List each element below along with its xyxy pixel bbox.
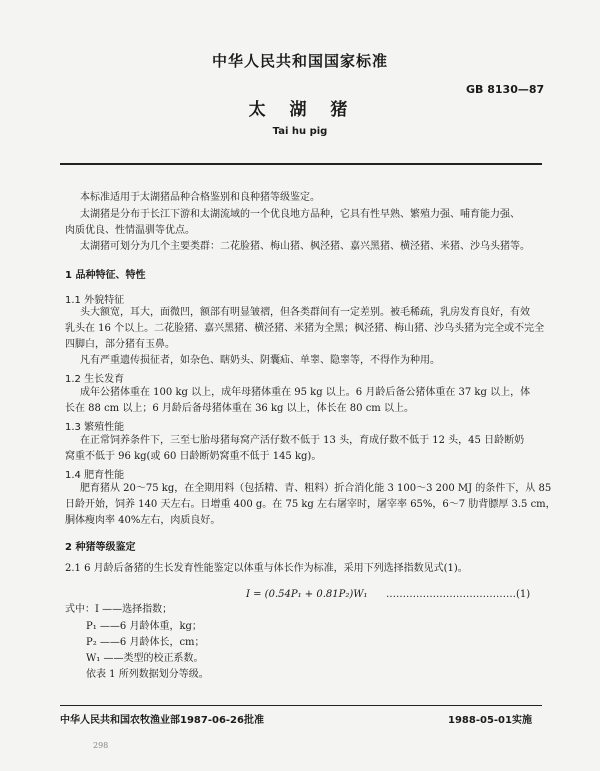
intro-line-3: 肉质优良、性情温驯等优点。: [65, 225, 195, 236]
section-2-1-text: 2.1 6 月龄后备猪的生长发育性能鉴定以体重与体长作为标准，采用下列选择指数见式(1)。: [65, 563, 468, 574]
s11-line-2: 乳头在 16 个以上。二花脸猪、嘉兴黑猪、横泾猪、米猪为全黑；枫泾猪、梅山猪、沙乌头猪为完全或不完全: [65, 323, 545, 334]
section-2-heading: 2 种猪等级鉴定: [65, 542, 136, 553]
s14-line-2: 日龄开始，饲养 140 天左右。日增重 400 g。在 75 kg 左右屠宰时，屠宰率 65%，6～7 肋背膘厚 3.5 cm，: [65, 499, 556, 510]
s11-line-3: 四脚白，部分猪有玉鼻。: [65, 339, 175, 350]
intro-line-1: 本标准适用于太湖猪品种合格鉴别和良种猪等级鉴定。: [80, 192, 320, 203]
footer-rule: [60, 705, 542, 706]
where-line-3: P₂ ——6 月龄体长，cm；: [86, 637, 205, 648]
s14-line-3: 胴体瘦肉率 40%左右，肉质良好。: [65, 515, 221, 526]
document-title: 太 湖 猪: [248, 100, 352, 120]
s11-line-4: 凡有严重遗传损征者，如杂色、瞎奶头、阴囊疝、单睾、隐睾等，不得作为种用。: [80, 355, 440, 366]
section-1-3-heading: 1.3 繁殖性能: [65, 422, 125, 433]
formula: I = (0.54P₁ + 0.81P₂)W₁: [246, 589, 368, 600]
section-1-2-heading: 1.2 生长发育: [65, 374, 125, 385]
approval-line: 中华人民共和国农牧渔业部1987-06-26批准: [60, 715, 264, 726]
where-line-5: 依表 1 所列数据划分等级。: [86, 669, 209, 680]
document-subtitle: Tai hu pig: [272, 126, 328, 137]
issuing-body: 中华人民共和国国家标准: [211, 52, 388, 70]
s12-line-1: 成年公猪体重在 100 kg 以上，成年母猪体重在 95 kg 以上。6 月龄后备公猪体重在 37 kg 以上，体: [80, 387, 531, 398]
section-1-heading: 1 品种特征、特性: [65, 270, 146, 281]
header-rule: [60, 163, 542, 165]
page-number: 298: [93, 741, 109, 750]
s13-line-1: 在正常饲养条件下，三至七胎母猪每窝产活仔数不低于 13 头，育成仔数不低于 12 头，45 日龄断奶: [80, 435, 525, 446]
section-1-4-heading: 1.4 肥育性能: [65, 470, 125, 481]
effective-date: 1988-05-01实施: [448, 715, 532, 726]
intro-line-4: 太湖猪可划分为几个主要类群：二花脸猪、梅山猪、枫泾猪、嘉兴黑猪、横泾猪、米猪、沙乌头猪等。: [80, 241, 530, 252]
s11-line-1: 头大额宽，耳大，面微凹，额部有明显皱褶，但各类群间有一定差别。被毛稀疏，乳房发育良好，有效: [80, 307, 530, 318]
s13-line-2: 窝重不低于 96 kg(或 60 日龄断奶窝重不低于 145 kg)。: [65, 451, 322, 462]
where-line-1: 式中：I ——选择指数；: [65, 604, 173, 615]
formula-number: …………………………………(1): [386, 589, 531, 600]
where-line-4: W₁ ——类型的校正系数。: [86, 653, 204, 664]
standard-code: GB 8130—87: [466, 83, 545, 96]
intro-line-2: 太湖猪是分布于长江下游和太湖流域的一个优良地方品种，它具有性早熟、繁殖力强、哺育能力强、: [80, 209, 520, 220]
where-line-2: P₁ ——6 月龄体重，kg；: [86, 621, 202, 632]
section-1-1-heading: 1.1 外貌特征: [65, 295, 125, 306]
s12-line-2: 长在 88 cm 以上；6 月龄后备母猪体重在 36 kg 以上，体长在 80 cm 以上。: [65, 403, 414, 414]
s14-line-1: 肥育猪从 20～75 kg，在全期用料（包括精、青、粗料）折合消化能 3 100～3 200 MJ 的条件下，从 85: [80, 483, 552, 494]
